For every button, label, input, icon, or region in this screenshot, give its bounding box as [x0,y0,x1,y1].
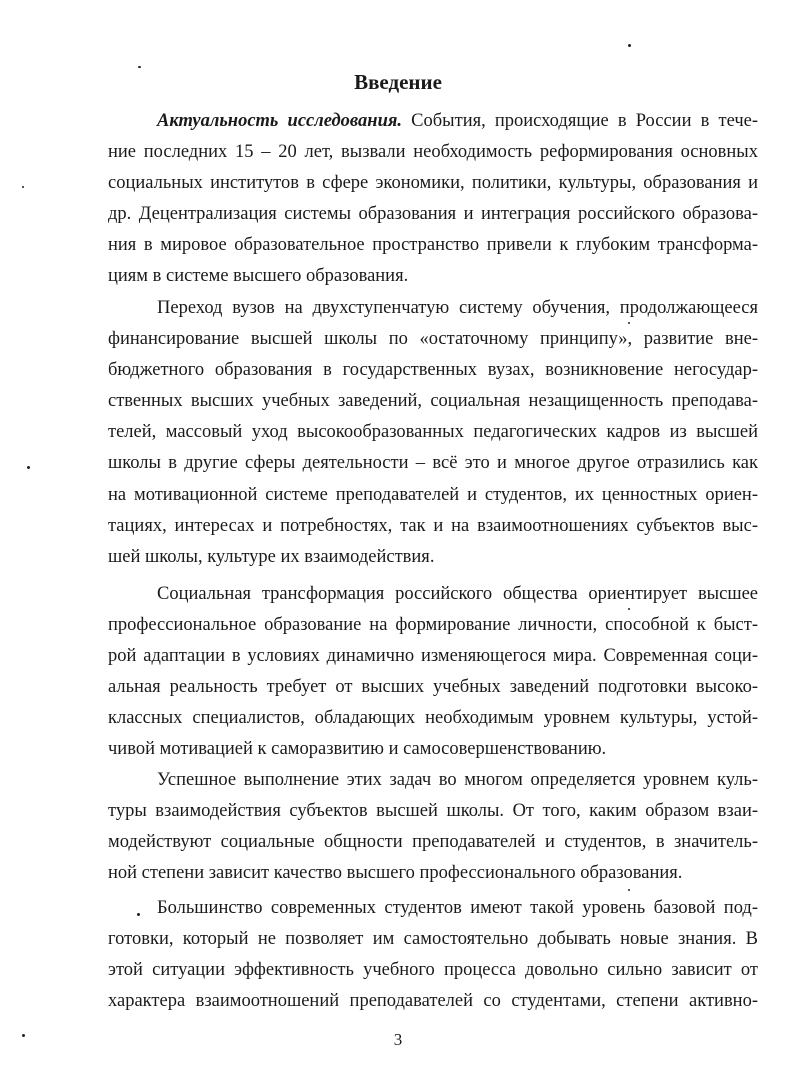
paragraph-line: Успешное выполнение этих задач во многом определяется уровнем куль- [157,770,758,790]
paragraph-line: альная реальность требует от высших учебных заведений подготовки высоко- [108,677,758,698]
paragraph-3 [108,579,758,766]
page-number: 3 [393,1030,403,1049]
paragraph-line: др. Децентрализация системы образования и интеграция российского образова- [108,204,758,225]
paragraph-line: Большинство современных студентов имеют такой уровень базовой под- [157,898,758,918]
paragraph-line: готовки, который не позволяет им самостоятельно добывать новые знания. В [108,929,758,950]
paragraph-1 [108,106,758,293]
scan-speck [628,322,630,324]
paragraph-line: этой ситуации эффективность учебного процесса довольно сильно зависит от [108,960,758,981]
paragraph-line: ние последних 15 – 20 лет, вызвали необходимость реформирования основных [108,142,758,163]
paragraph-line: чивой мотивацией к саморазвитию и самосовершенствованию. [108,739,607,760]
paragraph-line: классных специалистов, обладающих необходимым уровнем культуры, устой- [108,708,758,729]
paragraph-2 [108,293,758,573]
paragraph-line: Переход вузов на двухступенчатую систему обучения, продолжающееся [157,298,758,318]
paragraph-line: профессиональное образование на формирование личности, способной к быст- [108,615,758,636]
paragraph-line: шей школы, культуре их взаимодействия. [108,546,435,567]
paragraph-line: бюджетного образования в государственных вузах, возникновение негосудар- [108,360,758,381]
paragraph-line: туры взаимодействия субъектов высшей школы. От того, каким образом взаи- [108,801,758,822]
scan-speck [27,466,30,469]
scan-speck [22,1034,25,1037]
paragraph-line: ственных высших учебных заведений, социальная незащищенность преподава- [108,391,758,412]
paragraph-line: ния в мировое образовательное пространство привели к глубоким трансформа- [108,235,758,256]
paragraph-line: характера взаимоотношений преподавателей со студентами, степени активно- [108,991,758,1012]
paragraph-line: финансирование высшей школы по «остаточному принципу», развитие вне- [108,329,758,350]
paragraph-line: циям в системе высшего образования. [108,266,409,287]
scan-speck [628,889,630,891]
paragraph-line: социальных институтов в сфере экономики, политики, культуры, образования и [108,173,758,194]
paragraph-line: на мотивационной системе преподавателей и студентов, их ценностных ориен- [108,484,758,505]
scan-speck [137,913,140,916]
scan-speck [628,608,630,610]
paragraph-line: Актуальность исследования. События, происходящие в России в тече- [157,111,759,131]
section-lead: Актуальность исследования. [157,111,403,131]
paragraph-5 [108,893,758,1017]
paragraph-line: тациях, интересах и потребностях, так и на взаимоотношениях субъектов выс- [108,515,758,536]
scan-speck [628,44,631,47]
paragraph-4 [108,765,758,889]
scan-speck [22,186,24,188]
paragraph-line: школы в другие сферы деятельности – всё это и многое другое отразились как [108,453,758,474]
page-title: Введение [354,70,442,94]
paragraph-line: Социальная трансформация российского общества ориентирует высшее [157,584,758,604]
paragraph-line: модействуют социальные общности преподавателей и студентов, в значитель- [108,832,758,853]
paragraph-line: рой адаптации в условиях динамично изменяющегося мира. Современная соци- [108,646,758,667]
paragraph-line: ной степени зависит качество высшего профессионального образования. [108,863,683,884]
paragraph-line: телей, массовый уход высокообразованных педагогических кадров из высшей [108,422,758,443]
scan-speck [138,66,141,68]
